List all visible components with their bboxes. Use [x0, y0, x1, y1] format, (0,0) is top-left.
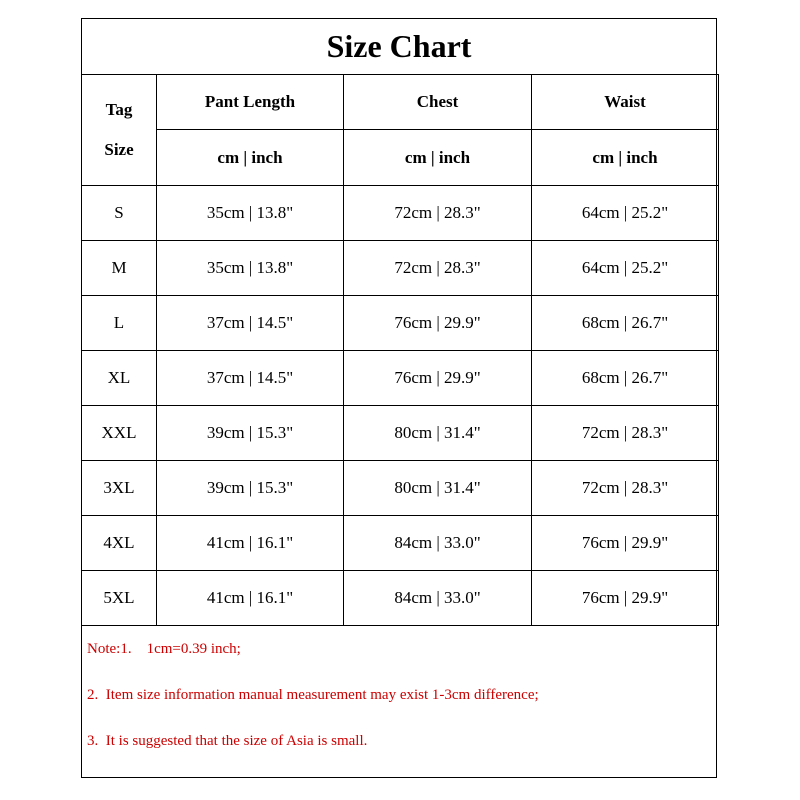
- table-row: [82, 571, 719, 626]
- size-cell: M: [82, 241, 157, 296]
- header-pant-length: Pant Length: [157, 75, 344, 130]
- waist-cell: 72cm | 28.3": [532, 406, 719, 461]
- pant-length-cell: 35cm | 13.8": [157, 186, 344, 241]
- chest-cell: 80cm | 31.4": [344, 461, 532, 516]
- table-row: [82, 351, 719, 406]
- waist-cell: 64cm | 25.2": [532, 186, 719, 241]
- unit-row: [82, 130, 719, 186]
- size-cell: XL: [82, 351, 157, 406]
- unit-pant-length: cm | inch: [157, 130, 344, 186]
- size-table: [81, 74, 719, 626]
- note-line-1: Note:1. 1cm=0.39 inch;: [87, 640, 241, 657]
- waist-cell: 72cm | 28.3": [532, 461, 719, 516]
- chest-cell: 76cm | 29.9": [344, 296, 532, 351]
- pant-length-cell: 39cm | 15.3": [157, 406, 344, 461]
- table-row: [82, 296, 719, 351]
- header-row: [82, 75, 719, 130]
- tag-size-line1: Tag: [105, 100, 133, 119]
- waist-cell: 64cm | 25.2": [532, 241, 719, 296]
- size-cell: 5XL: [82, 571, 157, 626]
- header-waist: Waist: [532, 75, 719, 130]
- pant-length-cell: 35cm | 13.8": [157, 241, 344, 296]
- waist-cell: 68cm | 26.7": [532, 296, 719, 351]
- note-line-3: 3. It is suggested that the size of Asia is small.: [87, 732, 368, 749]
- header-chest: Chest: [344, 75, 532, 130]
- table-row: [82, 406, 719, 461]
- size-cell: 3XL: [82, 461, 157, 516]
- size-cell: S: [82, 186, 157, 241]
- size-cell: L: [82, 296, 157, 351]
- table-row: [82, 186, 719, 241]
- table-row: [82, 461, 719, 516]
- chest-cell: 76cm | 29.9": [344, 351, 532, 406]
- pant-length-cell: 41cm | 16.1": [157, 516, 344, 571]
- unit-waist: cm | inch: [532, 130, 719, 186]
- size-cell: XXL: [82, 406, 157, 461]
- chart-title: Size Chart: [326, 28, 472, 64]
- note-line-2: 2. Item size information manual measurement may exist 1-3cm difference;: [87, 686, 539, 703]
- waist-cell: 76cm | 29.9": [532, 571, 719, 626]
- pant-length-cell: 39cm | 15.3": [157, 461, 344, 516]
- chest-cell: 72cm | 28.3": [344, 241, 532, 296]
- chest-cell: 72cm | 28.3": [344, 186, 532, 241]
- tag-size-header: [82, 75, 157, 186]
- waist-cell: 68cm | 26.7": [532, 351, 719, 406]
- table-row: [82, 516, 719, 571]
- chest-cell: 84cm | 33.0": [344, 516, 532, 571]
- notes-section: [87, 626, 707, 764]
- table-row: [82, 241, 719, 296]
- chest-cell: 84cm | 33.0": [344, 571, 532, 626]
- size-cell: 4XL: [82, 516, 157, 571]
- pant-length-cell: 37cm | 14.5": [157, 296, 344, 351]
- waist-cell: 76cm | 29.9": [532, 516, 719, 571]
- pant-length-cell: 41cm | 16.1": [157, 571, 344, 626]
- unit-chest: cm | inch: [344, 130, 532, 186]
- pant-length-cell: 37cm | 14.5": [157, 351, 344, 406]
- chest-cell: 80cm | 31.4": [344, 406, 532, 461]
- tag-size-line2: Size: [104, 140, 134, 159]
